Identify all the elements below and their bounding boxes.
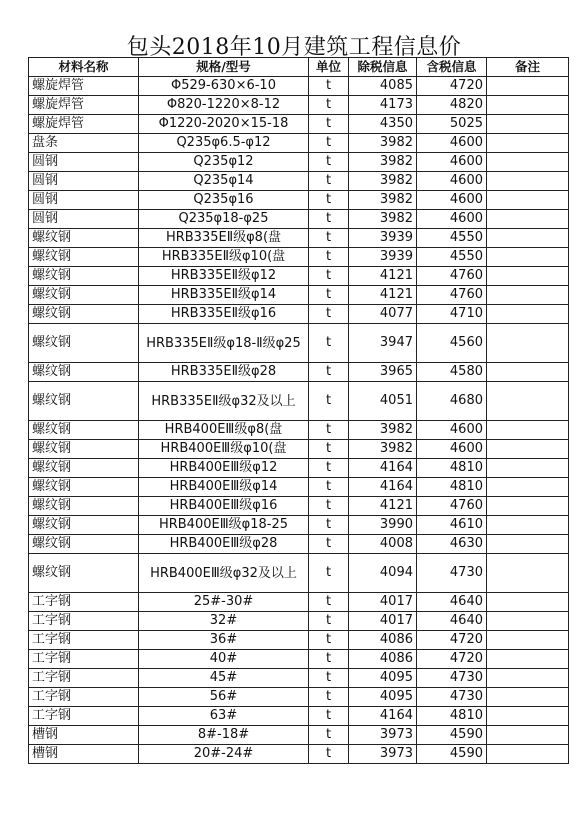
cell-note [487,688,569,707]
cell-with-tax-price: 4600 [417,191,487,210]
table-row [29,305,569,324]
cell-material-name: 螺纹钢 [29,516,139,535]
cell-unit: t [309,726,349,745]
cell-material-name: 螺纹钢 [29,286,139,305]
cell-pre-tax-price: 3982 [349,210,417,229]
cell-material-name: 圆钢 [29,210,139,229]
cell-material-name: 螺纹钢 [29,248,139,267]
cell-material-name: 圆钢 [29,191,139,210]
cell-pre-tax-price: 3982 [349,440,417,459]
cell-spec: HRB400EⅢ级φ28 [139,535,309,554]
table-row [29,229,569,248]
cell-spec: Q235φ14 [139,172,309,191]
cell-unit: t [309,382,349,421]
cell-with-tax-price: 4590 [417,726,487,745]
cell-spec: HRB400EⅢ级φ12 [139,459,309,478]
cell-spec: Q235φ16 [139,191,309,210]
cell-unit: t [309,669,349,688]
cell-pre-tax-price: 4086 [349,631,417,650]
cell-spec: 32# [139,612,309,631]
cell-with-tax-price: 4600 [417,172,487,191]
cell-material-name: 螺旋焊管 [29,96,139,115]
cell-unit: t [309,516,349,535]
cell-pre-tax-price: 3982 [349,191,417,210]
cell-note [487,382,569,421]
cell-note [487,440,569,459]
cell-pre-tax-price: 4350 [349,115,417,134]
cell-with-tax-price: 4810 [417,459,487,478]
cell-with-tax-price: 4600 [417,134,487,153]
cell-note [487,134,569,153]
cell-pre-tax-price: 3939 [349,248,417,267]
cell-spec: Q235φ12 [139,153,309,172]
cell-unit: t [309,707,349,726]
cell-spec: Q235φ6.5-φ12 [139,134,309,153]
cell-pre-tax-price: 3982 [349,134,417,153]
cell-with-tax-price: 5025 [417,115,487,134]
table-row [29,593,569,612]
cell-with-tax-price: 4680 [417,382,487,421]
cell-unit: t [309,77,349,96]
table-row [29,172,569,191]
cell-with-tax-price: 4760 [417,267,487,286]
cell-with-tax-price: 4550 [417,229,487,248]
table-row [29,210,569,229]
cell-material-name: 螺旋焊管 [29,115,139,134]
cell-pre-tax-price: 4017 [349,593,417,612]
cell-note [487,726,569,745]
cell-note [487,229,569,248]
cell-material-name: 工字钢 [29,688,139,707]
cell-spec: HRB335EⅡ级φ32及以上 [139,382,309,421]
cell-unit: t [309,153,349,172]
cell-unit: t [309,554,349,593]
cell-spec: HRB400EⅢ级φ16 [139,497,309,516]
table-row [29,286,569,305]
table-row [29,726,569,745]
table-row [29,478,569,497]
cell-pre-tax-price: 4008 [349,535,417,554]
table-row [29,153,569,172]
cell-pre-tax-price: 3990 [349,516,417,535]
cell-with-tax-price: 4610 [417,516,487,535]
cell-unit: t [309,497,349,516]
cell-note [487,286,569,305]
cell-note [487,669,569,688]
cell-note [487,631,569,650]
cell-note [487,707,569,726]
cell-spec: 45# [139,669,309,688]
cell-pre-tax-price: 4164 [349,459,417,478]
cell-note [487,363,569,382]
cell-spec: HRB335EⅡ级φ12 [139,267,309,286]
cell-note [487,593,569,612]
cell-unit: t [309,210,349,229]
table-row [29,612,569,631]
cell-with-tax-price: 4720 [417,650,487,669]
cell-note [487,267,569,286]
cell-note [487,745,569,764]
cell-unit: t [309,248,349,267]
table-row [29,745,569,764]
table-row [29,631,569,650]
cell-pre-tax-price: 4121 [349,286,417,305]
cell-unit: t [309,134,349,153]
cell-unit: t [309,229,349,248]
cell-pre-tax-price: 3973 [349,745,417,764]
cell-with-tax-price: 4630 [417,535,487,554]
cell-spec: HRB335EⅡ级φ28 [139,363,309,382]
cell-spec: Φ820-1220×8-12 [139,96,309,115]
cell-unit: t [309,363,349,382]
cell-note [487,497,569,516]
cell-note [487,516,569,535]
cell-material-name: 螺纹钢 [29,421,139,440]
table-row [29,324,569,363]
cell-with-tax-price: 4640 [417,593,487,612]
table-row [29,497,569,516]
cell-material-name: 螺纹钢 [29,459,139,478]
cell-pre-tax-price: 3939 [349,229,417,248]
cell-with-tax-price: 4810 [417,707,487,726]
cell-unit: t [309,421,349,440]
cell-material-name: 螺纹钢 [29,363,139,382]
header-material-name: 材料名称 [29,58,139,77]
table-row [29,248,569,267]
cell-with-tax-price: 4560 [417,324,487,363]
table-row [29,77,569,96]
cell-unit: t [309,440,349,459]
cell-spec: HRB335EⅡ级φ8(盘 [139,229,309,248]
cell-spec: Φ1220-2020×15-18 [139,115,309,134]
cell-with-tax-price: 4720 [417,77,487,96]
cell-spec: 8#-18# [139,726,309,745]
cell-material-name: 螺纹钢 [29,267,139,286]
cell-with-tax-price: 4580 [417,363,487,382]
cell-material-name: 工字钢 [29,612,139,631]
cell-pre-tax-price: 4121 [349,267,417,286]
table-row [29,134,569,153]
cell-note [487,535,569,554]
cell-pre-tax-price: 4077 [349,305,417,324]
header-note: 备注 [487,58,569,77]
cell-note [487,96,569,115]
cell-unit: t [309,96,349,115]
cell-note [487,305,569,324]
cell-unit: t [309,535,349,554]
cell-unit: t [309,745,349,764]
cell-unit: t [309,478,349,497]
cell-spec: HRB400EⅢ级φ18-25 [139,516,309,535]
cell-material-name: 螺纹钢 [29,535,139,554]
table-header-row [29,58,569,77]
cell-material-name: 工字钢 [29,593,139,612]
cell-spec: 25#-30# [139,593,309,612]
cell-material-name: 工字钢 [29,707,139,726]
table-row [29,267,569,286]
cell-unit: t [309,286,349,305]
cell-pre-tax-price: 3982 [349,172,417,191]
cell-note [487,478,569,497]
cell-spec: HRB335EⅡ级φ14 [139,286,309,305]
header-spec: 规格/型号 [139,58,309,77]
table-row [29,535,569,554]
cell-material-name: 螺纹钢 [29,229,139,248]
cell-with-tax-price: 4590 [417,745,487,764]
table-row [29,516,569,535]
cell-material-name: 螺纹钢 [29,478,139,497]
cell-unit: t [309,650,349,669]
cell-with-tax-price: 4600 [417,440,487,459]
cell-note [487,421,569,440]
cell-with-tax-price: 4550 [417,248,487,267]
cell-pre-tax-price: 3982 [349,153,417,172]
cell-material-name: 圆钢 [29,172,139,191]
cell-with-tax-price: 4730 [417,554,487,593]
cell-pre-tax-price: 4164 [349,707,417,726]
cell-material-name: 螺纹钢 [29,324,139,363]
cell-note [487,324,569,363]
table-row [29,96,569,115]
cell-unit: t [309,115,349,134]
cell-note [487,554,569,593]
cell-unit: t [309,688,349,707]
cell-unit: t [309,612,349,631]
cell-unit: t [309,191,349,210]
cell-pre-tax-price: 3965 [349,363,417,382]
cell-unit: t [309,267,349,286]
cell-material-name: 槽钢 [29,726,139,745]
price-table [28,57,569,764]
cell-spec: HRB400EⅢ级φ32及以上 [139,554,309,593]
cell-spec: 36# [139,631,309,650]
cell-pre-tax-price: 4017 [349,612,417,631]
cell-with-tax-price: 4730 [417,688,487,707]
cell-material-name: 圆钢 [29,153,139,172]
table-row [29,459,569,478]
cell-material-name: 螺纹钢 [29,440,139,459]
cell-material-name: 螺纹钢 [29,305,139,324]
cell-pre-tax-price: 3982 [349,421,417,440]
cell-material-name: 盘条 [29,134,139,153]
table-row [29,554,569,593]
cell-note [487,172,569,191]
cell-note [487,650,569,669]
cell-note [487,153,569,172]
cell-spec: 56# [139,688,309,707]
cell-with-tax-price: 4640 [417,612,487,631]
cell-note [487,248,569,267]
table-row [29,669,569,688]
table-row [29,191,569,210]
table-row [29,688,569,707]
cell-with-tax-price: 4760 [417,286,487,305]
cell-pre-tax-price: 4121 [349,497,417,516]
cell-with-tax-price: 4720 [417,631,487,650]
table-row [29,115,569,134]
cell-material-name: 螺纹钢 [29,554,139,593]
cell-material-name: 螺旋焊管 [29,77,139,96]
cell-spec: HRB335EⅡ级φ16 [139,305,309,324]
cell-with-tax-price: 4730 [417,669,487,688]
cell-with-tax-price: 4600 [417,153,487,172]
cell-pre-tax-price: 4094 [349,554,417,593]
page-title: 包头2018年10月建筑工程信息价 [126,35,462,60]
cell-spec: 20#-24# [139,745,309,764]
cell-note [487,612,569,631]
cell-spec: HRB400EⅢ级φ10(盘 [139,440,309,459]
cell-unit: t [309,172,349,191]
table-row [29,650,569,669]
cell-unit: t [309,324,349,363]
cell-spec: Q235φ18-φ25 [139,210,309,229]
cell-pre-tax-price: 4164 [349,478,417,497]
table-row [29,421,569,440]
cell-spec: HRB335EⅡ级φ10(盘 [139,248,309,267]
cell-note [487,191,569,210]
cell-with-tax-price: 4600 [417,210,487,229]
cell-unit: t [309,305,349,324]
table-row [29,707,569,726]
cell-material-name: 工字钢 [29,669,139,688]
table-row [29,440,569,459]
cell-material-name: 工字钢 [29,650,139,669]
cell-spec: HRB400EⅢ级φ14 [139,478,309,497]
cell-material-name: 工字钢 [29,631,139,650]
cell-spec: Φ529-630×6-10 [139,77,309,96]
cell-unit: t [309,593,349,612]
cell-with-tax-price: 4820 [417,96,487,115]
cell-with-tax-price: 4810 [417,478,487,497]
cell-spec: 40# [139,650,309,669]
cell-pre-tax-price: 4085 [349,77,417,96]
cell-unit: t [309,631,349,650]
header-with-tax-price: 含税信息 [417,58,487,77]
cell-pre-tax-price: 4095 [349,688,417,707]
cell-pre-tax-price: 4086 [349,650,417,669]
cell-pre-tax-price: 3947 [349,324,417,363]
cell-note [487,115,569,134]
cell-pre-tax-price: 4173 [349,96,417,115]
table-row [29,363,569,382]
cell-note [487,210,569,229]
header-pre-tax-price: 除税信息 [349,58,417,77]
cell-note [487,77,569,96]
cell-material-name: 螺纹钢 [29,382,139,421]
cell-material-name: 槽钢 [29,745,139,764]
cell-spec: HRB335EⅡ级φ18-Ⅱ级φ25 [139,324,309,363]
cell-spec: HRB400EⅢ级φ8(盘 [139,421,309,440]
cell-pre-tax-price: 3973 [349,726,417,745]
cell-with-tax-price: 4760 [417,497,487,516]
table-row [29,382,569,421]
cell-with-tax-price: 4710 [417,305,487,324]
cell-note [487,459,569,478]
cell-unit: t [309,459,349,478]
cell-spec: 63# [139,707,309,726]
header-unit: 单位 [309,58,349,77]
cell-pre-tax-price: 4095 [349,669,417,688]
cell-pre-tax-price: 4051 [349,382,417,421]
cell-material-name: 螺纹钢 [29,497,139,516]
cell-with-tax-price: 4600 [417,421,487,440]
